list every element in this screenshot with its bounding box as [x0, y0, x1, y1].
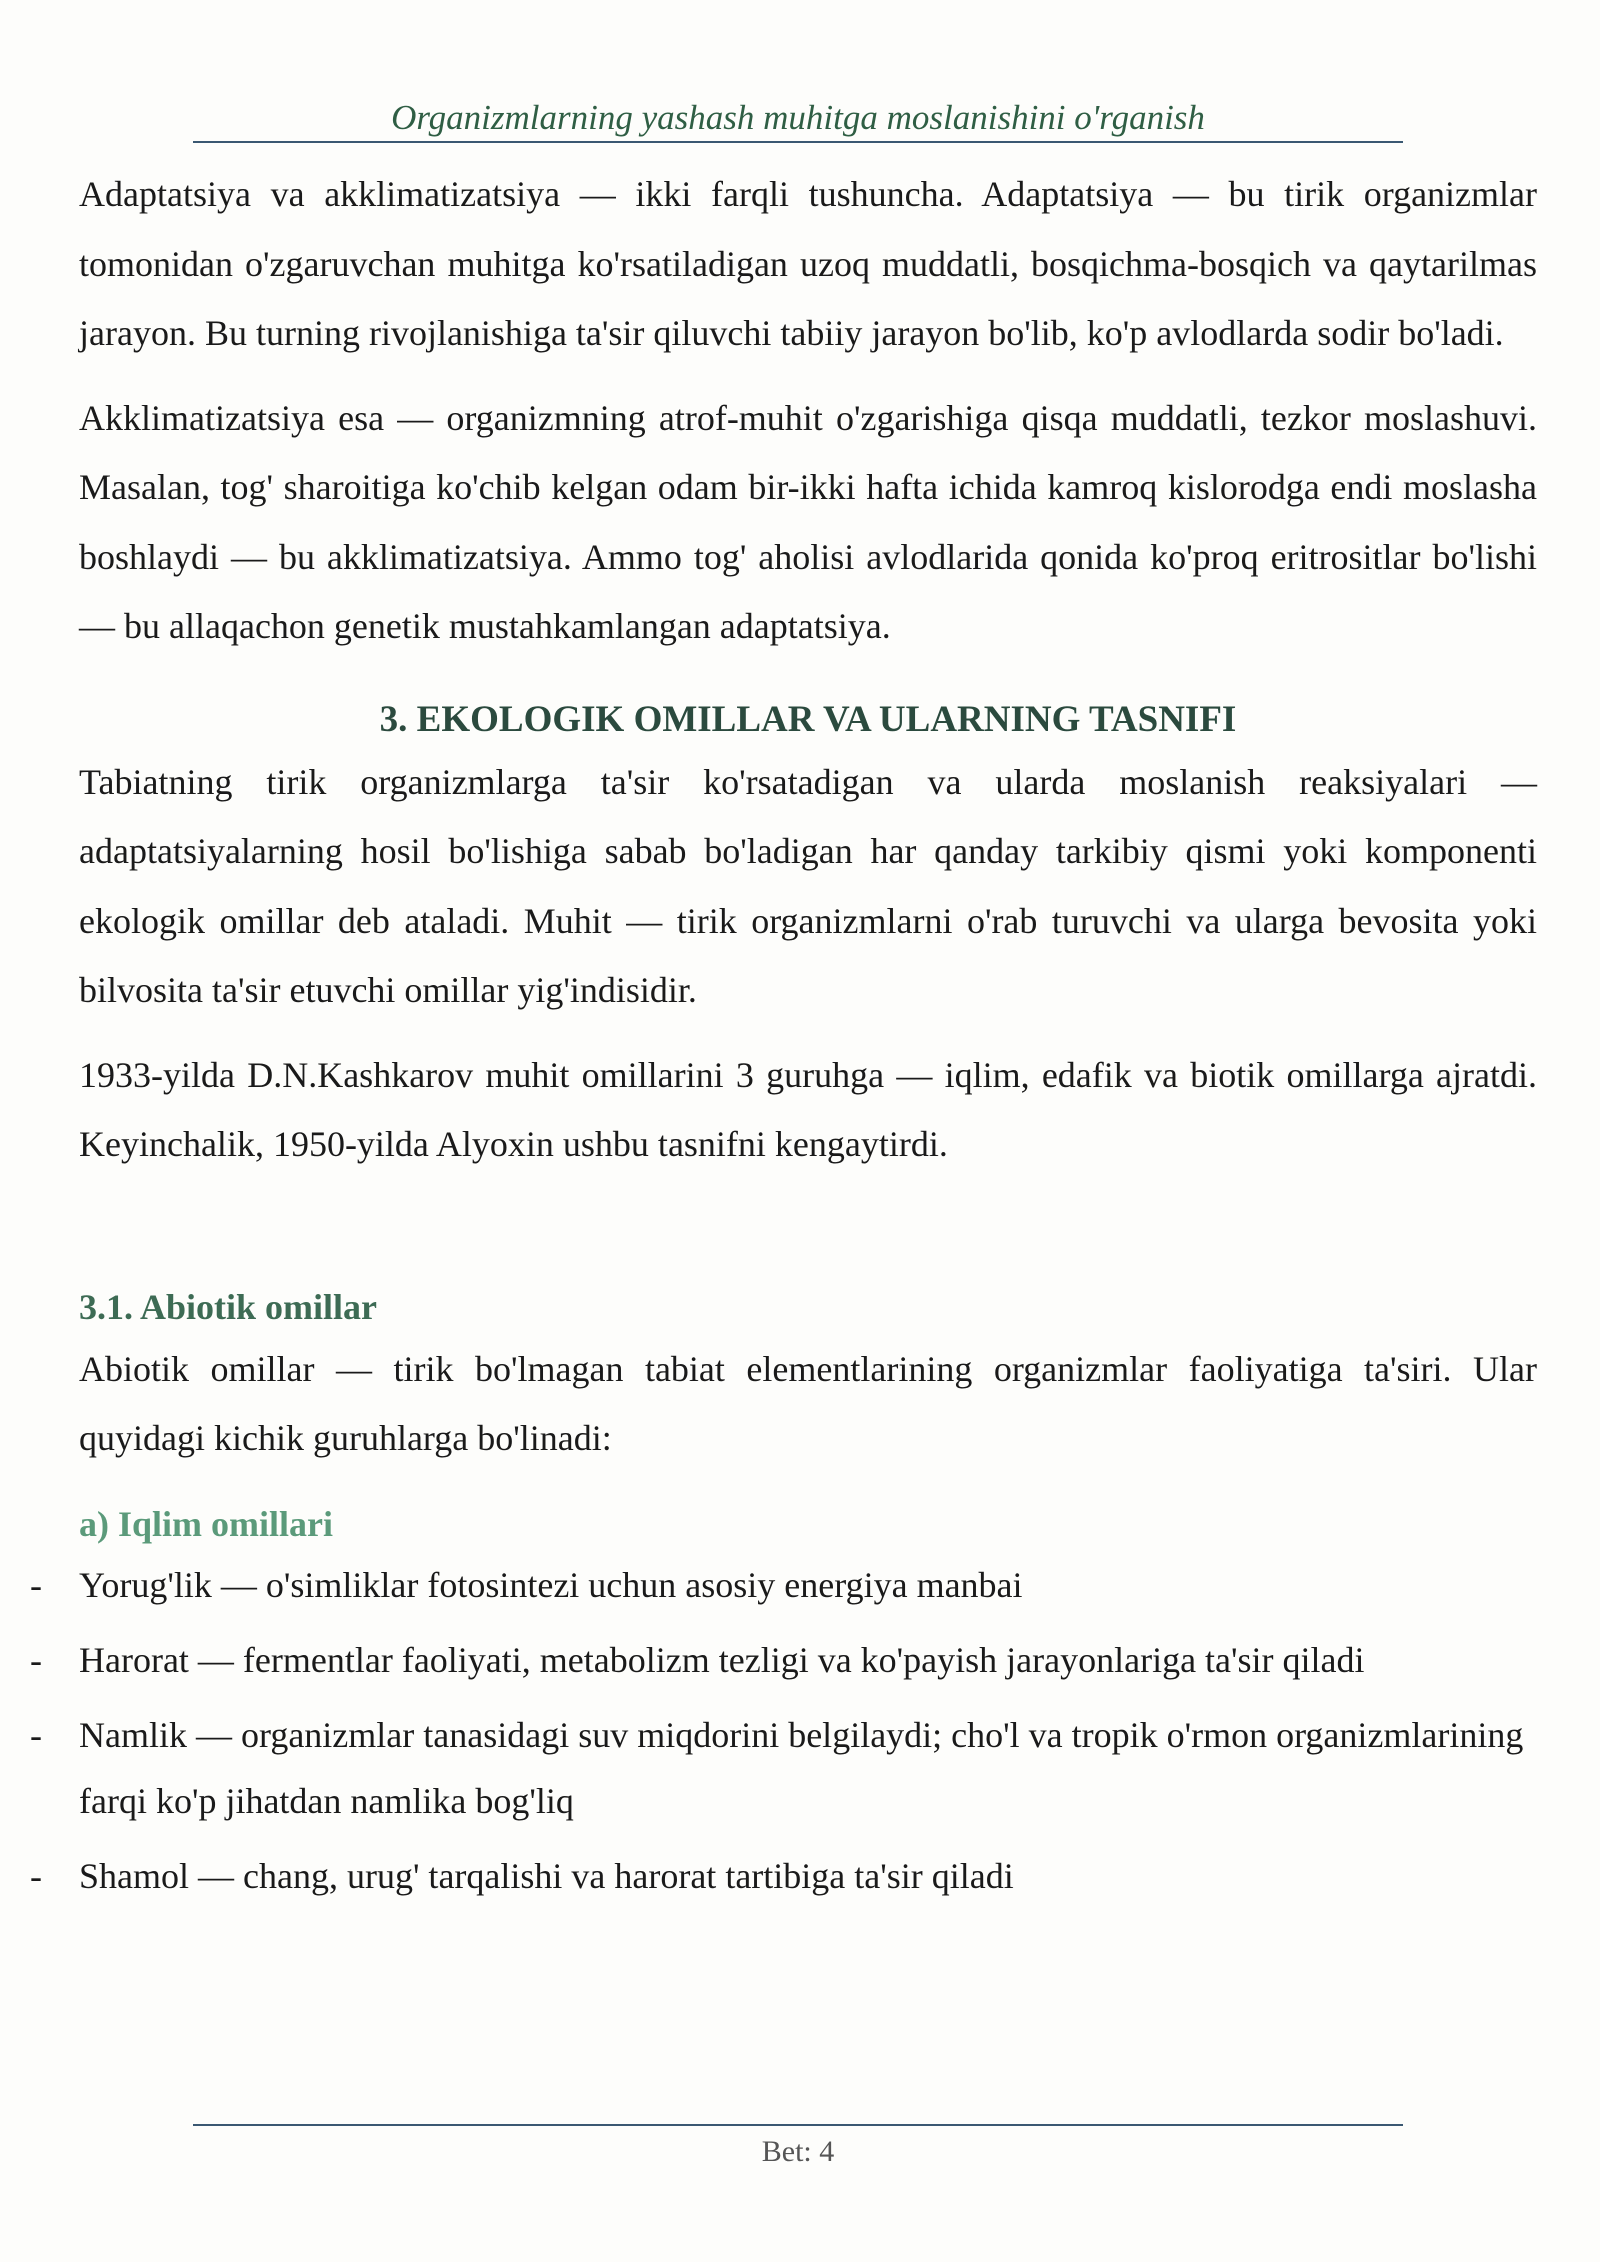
page-content	[30, 160, 1537, 1918]
list-item	[30, 1843, 1537, 1909]
section-3-title: 3. EKOLOGIK OMILLAR VA ULARNING TASNIFI	[379, 698, 1237, 740]
page-header-title: Organizmlarning yashash muhitga moslanishini o'rganish	[391, 98, 1205, 137]
list-item	[30, 1627, 1537, 1693]
section-3-1-title: 3.1. Abiotik omillar	[79, 1286, 378, 1327]
list-dash: -	[30, 1855, 42, 1896]
list-item	[30, 1552, 1537, 1618]
climate-factors-title: a) Iqlim omillari	[79, 1503, 333, 1544]
list-dash: -	[30, 1564, 42, 1605]
header-divider	[193, 141, 1403, 143]
list-dash: -	[30, 1639, 42, 1680]
list-item-text: Shamol — chang, urug' tarqalishi va harorat tartibiga ta'sir qiladi	[79, 1855, 1014, 1896]
list-item-text: Namlik — organizmlar tanasidagi suv miqdorini belgilaydi; cho'l va tropik o'rmon organizmlarining farqi ko'p jihatdan namlika bog'liq	[79, 1714, 1524, 1821]
paragraph-ecological-factors-definition: Tabiatning tirik organizmlarga ta'sir ko'rsatadigan va ularda moslanish reaksiyalari — adaptatsiyalarning hosil bo'lishiga sabab bo'ladigan har qanday tarkibiy qismi yoki komponenti ekologik omillar deb ataladi. Muhit — tirik organizmlarni o'rab turuvchi va ularga bevosita yoki bilvosita ta'sir etuvchi omillar yig'indisidir.	[79, 761, 1537, 1010]
paragraph-abiotic-factors: Abiotik omillar — tirik bo'lmagan tabiat elementlarining organizmlar faoliyatiga ta'siri. Ular quyidagi kichik guruhlarga bo'linadi:	[79, 1348, 1537, 1458]
list-item-text: Yorug'lik — o'simliklar fotosintezi uchun asosiy energiya manbai	[79, 1564, 1023, 1605]
footer-divider	[193, 2124, 1403, 2126]
paragraph-acclimatization: Akklimatizatsiya esa — organizmning atrof-muhit o'zgarishiga qisqa muddatli, tezkor moslashuvi. Masalan, tog' sharoitiga ko'chib kelgan odam bir-ikki hafta ichida kamroq kislorodga endi moslasha boshlaydi — bu akklimatizatsiya. Ammo tog' aholisi avlodlarida qonida ko'proq eritrositlar bo'lishi — bu allaqachon genetik mustahkamlangan adaptatsiya.	[79, 397, 1537, 646]
paragraph-adaptation-vs-acclimatization: Adaptatsiya va akklimatizatsiya — ikki farqli tushuncha. Adaptatsiya — bu tirik organizmlar tomonidan o'zgaruvchan muhitga ko'rsatiladigan uzoq muddatli, bosqichma-bosqich va qaytarilmas jarayon. Bu turning rivojlanishiga ta'sir qiluvchi tabiiy jarayon bo'lib, ko'p avlodlarda sodir bo'ladi.	[79, 174, 1537, 353]
list-item-text: Harorat — fermentlar faoliyati, metabolizm tezligi va ko'payish jarayonlariga ta'sir qiladi	[79, 1639, 1365, 1680]
list-item	[30, 1702, 1537, 1834]
climate-factors-list	[30, 1552, 1537, 1909]
page-number: Bet: 4	[761, 2135, 835, 2168]
paragraph-kashkarov-classification: 1933-yilda D.N.Kashkarov muhit omillarini 3 guruhga — iqlim, edafik va biotik omillarga ajratdi. Keyinchalik, 1950-yilda Alyoxin ushbu tasnifni kengaytirdi.	[79, 1054, 1537, 1164]
list-dash: -	[30, 1714, 42, 1755]
